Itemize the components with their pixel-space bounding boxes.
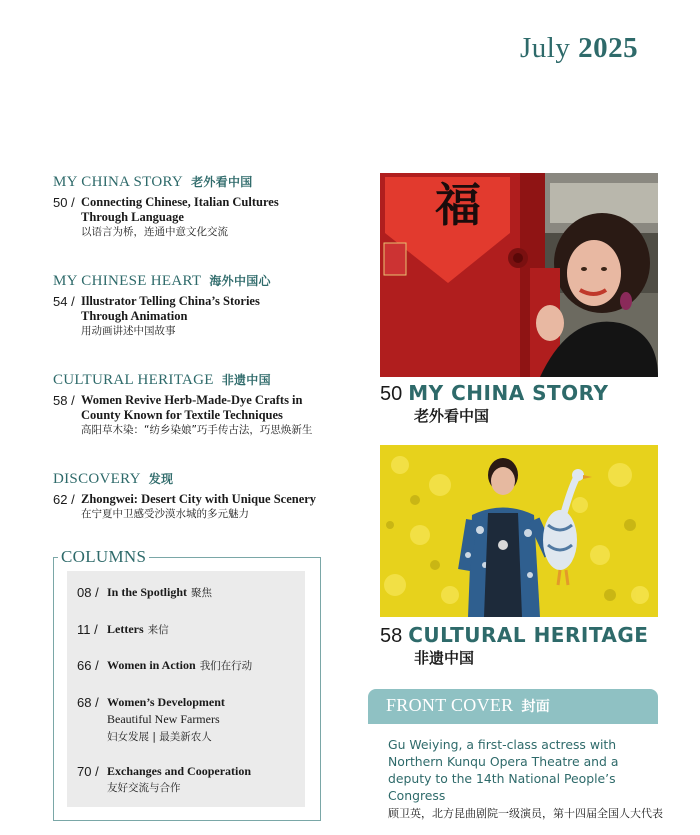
section-discovery (53, 470, 353, 522)
feature-title-cn: 老外看中国 (414, 407, 490, 425)
column-title (107, 622, 169, 637)
feature-title-cn: 非遗中国 (414, 649, 475, 667)
toc-entry[interactable] (53, 294, 353, 339)
feature-label-cultural-heritage[interactable] (380, 623, 648, 668)
entry-title-line2: County Known for Textile Techniques (81, 408, 283, 422)
section-my-chinese-heart (53, 272, 353, 339)
issue-month: July (520, 32, 571, 64)
entry-subtitle: 用动画讲述中国故事 (81, 325, 176, 337)
feature-page-number: 58 (380, 625, 403, 647)
column-title-cn: 聚焦 (191, 587, 213, 599)
toc-entry[interactable] (53, 195, 353, 240)
columns-list (67, 571, 305, 807)
column-subtitle: Beautiful New Farmers (107, 712, 220, 726)
section-heading (53, 272, 353, 290)
entry-title (81, 492, 353, 507)
section-heading (53, 173, 353, 191)
section-my-china-story (53, 173, 353, 240)
section-heading-en: MY CHINESE HEART (53, 273, 202, 289)
photo-cultural-heritage[interactable] (380, 445, 658, 617)
page-number: 70 / (77, 764, 99, 779)
issue-year: 2025 (578, 32, 639, 64)
section-heading (53, 371, 353, 389)
columns-heading: COLUMNS (58, 547, 149, 567)
photo-cultural-heritage-image (380, 445, 658, 617)
front-cover-label-cn: 封面 (521, 699, 551, 715)
section-heading-cn: 老外看中国 (191, 175, 253, 189)
entry-title (81, 393, 353, 423)
front-cover-text-cn: 顾卫英，北方昆曲剧院一级演员，第十四届全国人大代表 (388, 807, 663, 820)
front-cover-text-en: Gu Weiying, a first-class actress with Northern Kunqu Opera Theatre and a deputy to the 14th National People’s Congress (388, 737, 619, 803)
section-heading-cn: 海外中国心 (209, 274, 271, 288)
section-heading-en: CULTURAL HERITAGE (53, 372, 214, 388)
column-title-cn: 妇女发展 | 最美新农人 (107, 731, 212, 743)
photo-my-china-story-image (380, 173, 658, 377)
entry-subtitle: 以语言为桥，连通中意文化交流 (81, 226, 228, 238)
toc-entry[interactable] (53, 492, 353, 522)
feature-title-en: CULTURAL HERITAGE (408, 623, 649, 647)
entry-title-line2: Through Animation (81, 309, 188, 323)
entry-title-line1: Women Revive Herb-Made-Dye Crafts in (81, 393, 303, 407)
toc-entry[interactable] (53, 393, 353, 438)
entry-title (81, 294, 353, 324)
page-number: 62 / (53, 492, 75, 507)
column-title-en: Women in Action (107, 658, 196, 672)
front-cover-banner (368, 689, 658, 724)
page-number: 50 / (53, 195, 75, 210)
page-number: 54 / (53, 294, 75, 309)
feature-title-en: MY CHINA STORY (408, 381, 609, 405)
column-title: Women’s Development (107, 695, 225, 709)
photo-my-china-story[interactable] (380, 173, 658, 377)
column-title-cn: 友好交流与合作 (107, 782, 181, 794)
page-number: 58 / (53, 393, 75, 408)
column-title (107, 585, 212, 600)
column-title-en: In the Spotlight (107, 585, 188, 599)
section-cultural-heritage (53, 371, 353, 438)
section-heading-en: MY CHINA STORY (53, 174, 184, 190)
section-heading-cn: 发现 (148, 472, 174, 486)
entry-subtitle: 高阳草木染：“纺乡染娘”巧手传古法，巧思焕新生 (81, 424, 313, 436)
front-cover-label (386, 695, 550, 716)
issue-date (520, 32, 660, 65)
column-title-cn: 来信 (147, 624, 169, 636)
column-title: Exchanges and Cooperation (107, 764, 252, 778)
column-title-en: Letters (107, 622, 144, 636)
section-heading-en: DISCOVERY (53, 471, 141, 487)
entry-title-line2: Through Language (81, 210, 184, 224)
section-heading (53, 470, 353, 488)
front-cover-description (388, 736, 663, 822)
page-number: 68 / (77, 695, 99, 710)
page-number: 66 / (77, 658, 99, 673)
feature-label-my-china-story[interactable] (380, 381, 608, 426)
front-cover-label-en: FRONT COVER (386, 695, 514, 715)
column-title-cn: 我们在行动 (199, 660, 253, 672)
entry-title-line1: Zhongwei: Desert City with Unique Scenery (81, 492, 317, 506)
feature-page-number: 50 (380, 383, 403, 405)
column-title (107, 658, 252, 673)
page-number: 11 / (77, 622, 98, 637)
page-number: 08 / (77, 585, 99, 600)
entry-title (81, 195, 353, 225)
fu-character: 福 (435, 178, 481, 232)
entry-title-line1: Illustrator Telling China’s Stories (81, 294, 260, 308)
entry-title-line1: Connecting Chinese, Italian Cultures (81, 195, 279, 209)
section-heading-cn: 非遗中国 (221, 373, 271, 387)
entry-subtitle: 在宁夏中卫感受沙漠水城的多元魅力 (81, 508, 249, 520)
